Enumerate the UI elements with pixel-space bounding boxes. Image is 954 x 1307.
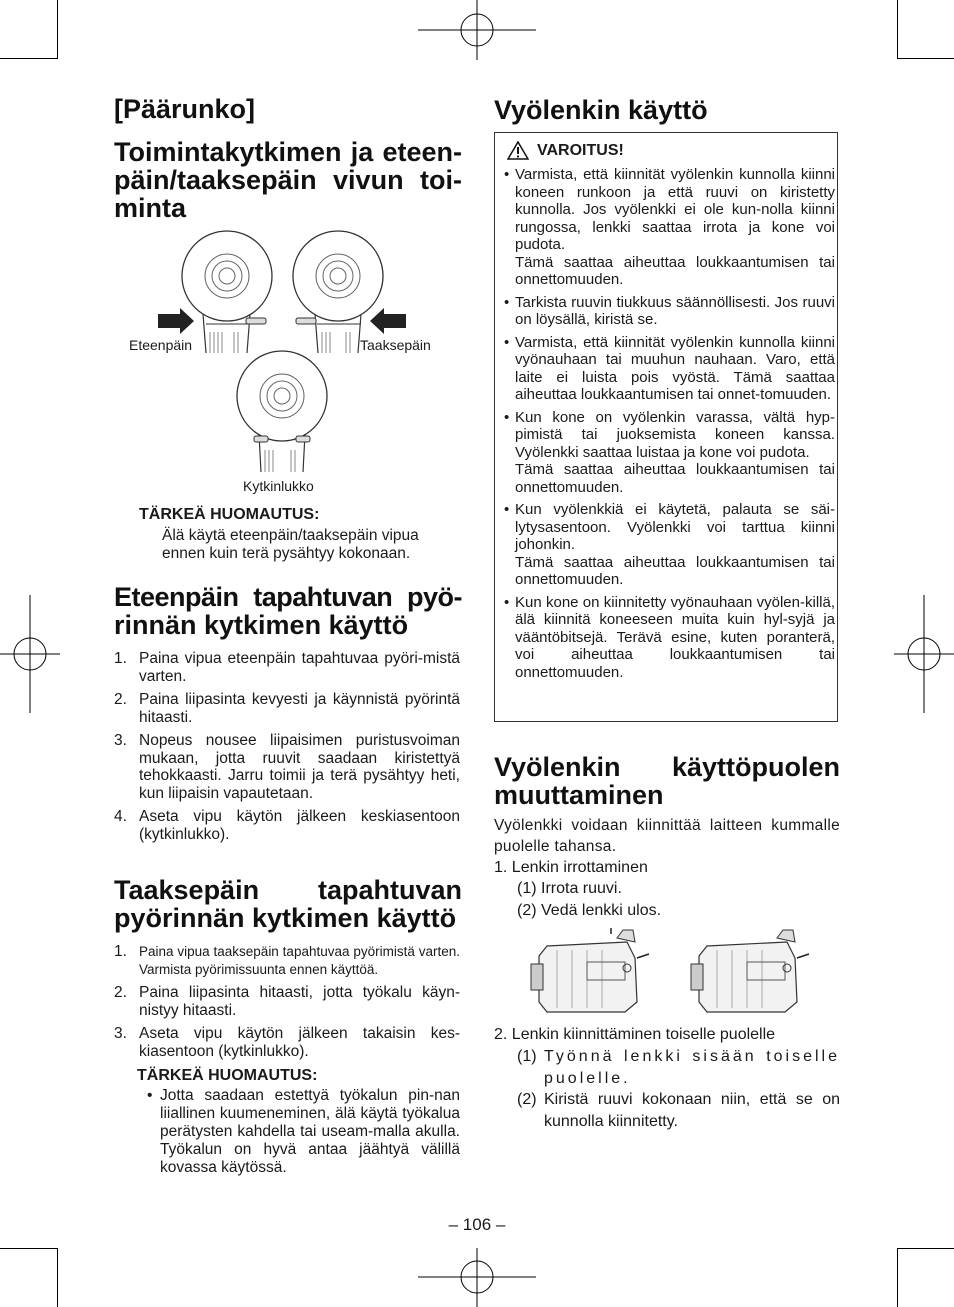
crop-mark bbox=[0, 58, 58, 59]
registration-mark-left bbox=[0, 595, 60, 713]
tool-reverse-figure bbox=[293, 231, 383, 353]
registration-mark-right bbox=[894, 595, 954, 713]
switch-illustration bbox=[150, 228, 420, 480]
belt-hook-illustration bbox=[527, 928, 817, 1020]
heading-line: päin/taaksepäin vivun toi- bbox=[114, 165, 462, 195]
heading-belt: Vyölenkin käyttö bbox=[494, 95, 708, 125]
list-item: • Kun kone on kiinnitetty vyönauhaan vyölen-killä, älä kiinnitä koneeseen muita kuin hyl-syjä ja vääntöbitsejä. Terävä esine, kuten poranterä, voi aiheuttaa loukkaantumisen tai onnettomuuden. bbox=[504, 593, 835, 681]
warning-header bbox=[495, 133, 837, 166]
tool-lock-figure bbox=[237, 351, 327, 472]
list-item: • Tarkista ruuvin tiukkuus säännöllisesti. Jos ruuvi on löysällä, kiristä se. bbox=[504, 293, 835, 328]
list-item: • Varmista, että kiinnität vyölenkin kunnolla kiinni koneen runkoon ja että ruuvi on kiristetty kunnolla. Jos vyölenkki ei ole kun-nolla kiinni rungossa, lenkki saattaa irrota ja kone voi pudota. Tämä saattaa aiheuttaa loukkaantumisen tai onnettomuuden. bbox=[504, 166, 835, 288]
registration-mark-top bbox=[418, 0, 536, 60]
list-item: • Kun vyölenkkiä ei käytetä, palauta se säi-lytysasentoon. Vyölenkki voi tarttua kiinni johonkin. Tämä saattaa aiheuttaa loukkaantumisen tai onnettomuuden. bbox=[504, 501, 835, 588]
attach-step: (1) Työnnä lenkki sisään toiselle puolelle. bbox=[517, 1048, 840, 1087]
list-item: 4. Aseta vipu käytön jälkeen keskiasentoon (kytkinlukko). bbox=[114, 808, 460, 843]
label-lock: Kytkinlukko bbox=[243, 478, 314, 494]
list-item: 3. Nopeus nousee liipaisimen puristusvoiman mukaan, jotta ruuvit saadaan kiristettyä tehokkaasti. Jarru toimii ja terä pysähtyy heti, kun liipaisin vapautetaan. bbox=[114, 732, 460, 802]
crop-mark bbox=[897, 58, 954, 59]
note-title: TÄRKEÄ HUOMAUTUS: bbox=[137, 1067, 318, 1084]
heading-line: rinnän kytkimen käyttö bbox=[114, 610, 409, 640]
reverse-steps bbox=[114, 943, 460, 1066]
heading-switch bbox=[114, 138, 462, 222]
crop-mark bbox=[0, 1248, 58, 1249]
list-item: • Varmista, että kiinnität vyölenkin kunnolla kiinni vyönauhaan tai muuhun nauhaan. Varo, että laite ei luista pois vyöstä. Tämä saattaa aiheuttaa loukkaantumisen tai onnet-tomuuden. bbox=[504, 333, 835, 403]
warning-triangle-icon bbox=[507, 141, 529, 160]
crop-mark bbox=[897, 0, 898, 58]
list-item: 2. Paina liipasinta hitaasti, jotta työkalu käyn-nistyy hitaasti. bbox=[114, 984, 460, 1019]
warning-box bbox=[494, 132, 838, 722]
warning-title: VAROITUS! bbox=[537, 141, 624, 159]
heading-reverse bbox=[114, 876, 462, 932]
forward-steps bbox=[114, 650, 460, 849]
list-item: 2. Paina liipasinta kevyesti ja käynnistä pyörintä hitaasti. bbox=[114, 691, 460, 726]
heading-main: [Päärunko] bbox=[114, 94, 256, 124]
heading-line: pyörinnän kytkimen käyttö bbox=[114, 903, 457, 933]
remove-step: (1) Irrota ruuvi. bbox=[517, 880, 622, 897]
heading-line: muuttaminen bbox=[494, 780, 664, 810]
remove-step: (2) Vedä lenkki ulos. bbox=[517, 902, 662, 919]
label-forward: Eteenpäin bbox=[129, 337, 193, 353]
attach-title: 2. Lenkin kiinnittäminen toiselle puolelle bbox=[494, 1026, 776, 1043]
side-intro: Vyölenkki voidaan kiinnittää laitteen kummalle puolelle tahansa. bbox=[494, 817, 840, 855]
arrow-reverse-icon bbox=[370, 308, 406, 334]
crop-mark bbox=[57, 1248, 58, 1307]
heading-forward bbox=[114, 583, 462, 639]
heading-line: minta bbox=[114, 193, 187, 223]
tool-forward-figure bbox=[182, 231, 272, 353]
list-item: 3. Aseta vipu käytön jälkeen takaisin kes-kiasentoon (kytkinlukko). bbox=[114, 1025, 460, 1060]
attach-step: (2) Kiristä ruuvi kokonaan niin, että se on kunnolla kiinnitetty. bbox=[517, 1091, 840, 1130]
crop-mark bbox=[897, 1248, 954, 1249]
remove-title: 1. Lenkin irrottaminen bbox=[494, 859, 648, 876]
registration-mark-bottom bbox=[418, 1248, 536, 1307]
label-reverse: Taaksepäin bbox=[360, 337, 431, 353]
heading-line: Eteenpäin tapahtuvan pyö- bbox=[114, 582, 462, 612]
tool-side-figure-2 bbox=[691, 930, 809, 1012]
warning-list bbox=[495, 166, 837, 681]
heading-line: Vyölenkin käyttöpuolen bbox=[494, 752, 840, 782]
list-item: • Kun kone on vyölenkin varassa, vältä hyp-pimistä tai juoksemista koneen kanssa. Vyölenkki saattaa luistaa ja kone voi pudota. Tämä saattaa aiheuttaa loukkaantumisen tai onnettomuuden. bbox=[504, 408, 835, 496]
note-text: Älä käytä eteenpäin/taaksepäin vipua ennen kuin terä pysähtyy kokonaan. bbox=[162, 527, 419, 562]
note-title: TÄRKEÄ HUOMAUTUS: bbox=[139, 506, 320, 523]
list-item: 1. Paina vipua eteenpäin tapahtuvaa pyöri-mistä varten. bbox=[114, 650, 460, 685]
list-item: 1. Paina vipua taaksepäin tapahtuvaa pyörimistä varten. Varmista pyörimissuunta ennen käyttöä. bbox=[114, 943, 460, 977]
heading-line: Toimintakytkimen ja eteen- bbox=[114, 137, 462, 167]
heading-side bbox=[494, 753, 840, 809]
note-text: • Jotta saadaan estettyä työkalun pin-nan liiallinen kuumeneminen, älä käytä työkalua perätysten kahdella tai useam-malla akulla. Työkalun on hyvä antaa jäähtyä välillä kovassa käytössä. bbox=[147, 1087, 460, 1176]
page-number: – 106 – bbox=[448, 1215, 506, 1234]
heading-line: Taaksepäin tapahtuvan bbox=[114, 875, 462, 905]
arrow-forward-icon bbox=[158, 308, 194, 334]
tool-side-figure-1 bbox=[531, 928, 649, 1012]
crop-mark bbox=[897, 1248, 898, 1307]
crop-mark bbox=[57, 0, 58, 58]
